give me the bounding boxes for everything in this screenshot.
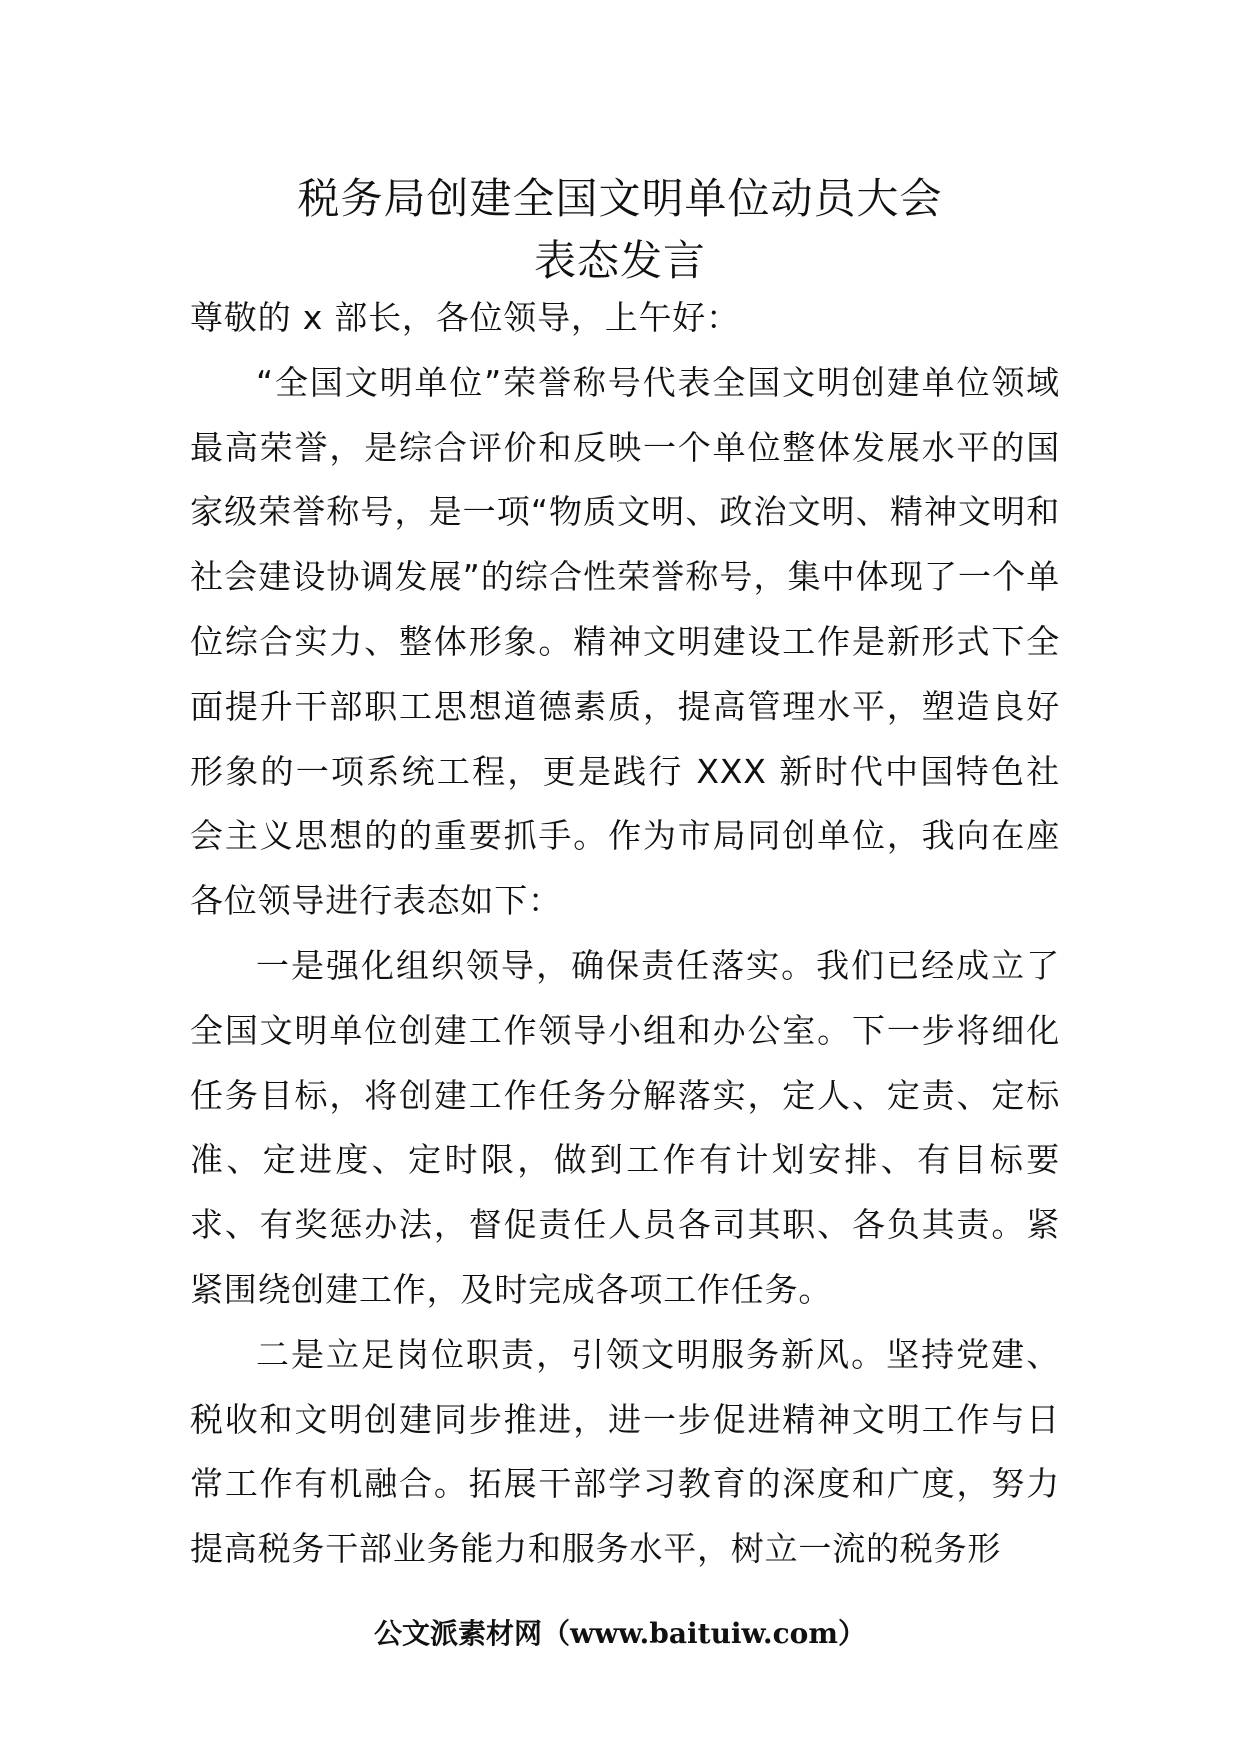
footer-watermark-text: 公文派素材网（www.baituiw.com） [374,1617,866,1650]
salutation: 尊敬的 x 部长，各位领导，上午好： [190,298,740,337]
paragraph-point-one: 一是强化组织领导，确保责任落实。我们已经成立了全国文明单位创建工作领导小组和办公室。下一步将细化任务目标，将创建工作任务分解落实，定人、定责、定标准、定进度、定时限，做到工作有计划安排、有目标要求、有奖惩办法，督促责任人员各司其职、各负其责。紧紧围绕创建工作，及时完成各项工作任务。 [190,945,1060,1309]
title-line-1: 税务局创建全国文明单位动员大会 [297,174,943,223]
document-title [0,168,1240,292]
paragraph-point-two: 二是立足岗位职责，引领文明服务新风。坚持党建、税收和文明创建同步推进，进一步促进精神文明工作与日常工作有机融合。拓展干部学习教育的深度和广度，努力提高税务干部业务能力和服务水平，树立一流的税务形 [190,1334,1060,1569]
document-body [190,286,1060,1582]
title-line-2: 表态发言 [533,236,706,285]
paragraph-intro: “全国文明单位”荣誉称号代表全国文明创建单位领域最高荣誉，是综合评价和反映一个单位整体发展水平的国家级荣誉称号，是一项“物质文明、政治文明、精神文明和社会建设协调发展”的综合性荣誉称号，集中体现了一个单位综合实力、整体形象。精神文明建设工作是新形式下全面提升干部职工思想道德素质，提高管理水平，塑造良好形象的一项系统工程，更是践行 XXX 新时代中国特色社会主义思想的的重要抓手。作为市局同创单位，我向在座各位领导进行表态如下： [190,362,1060,921]
